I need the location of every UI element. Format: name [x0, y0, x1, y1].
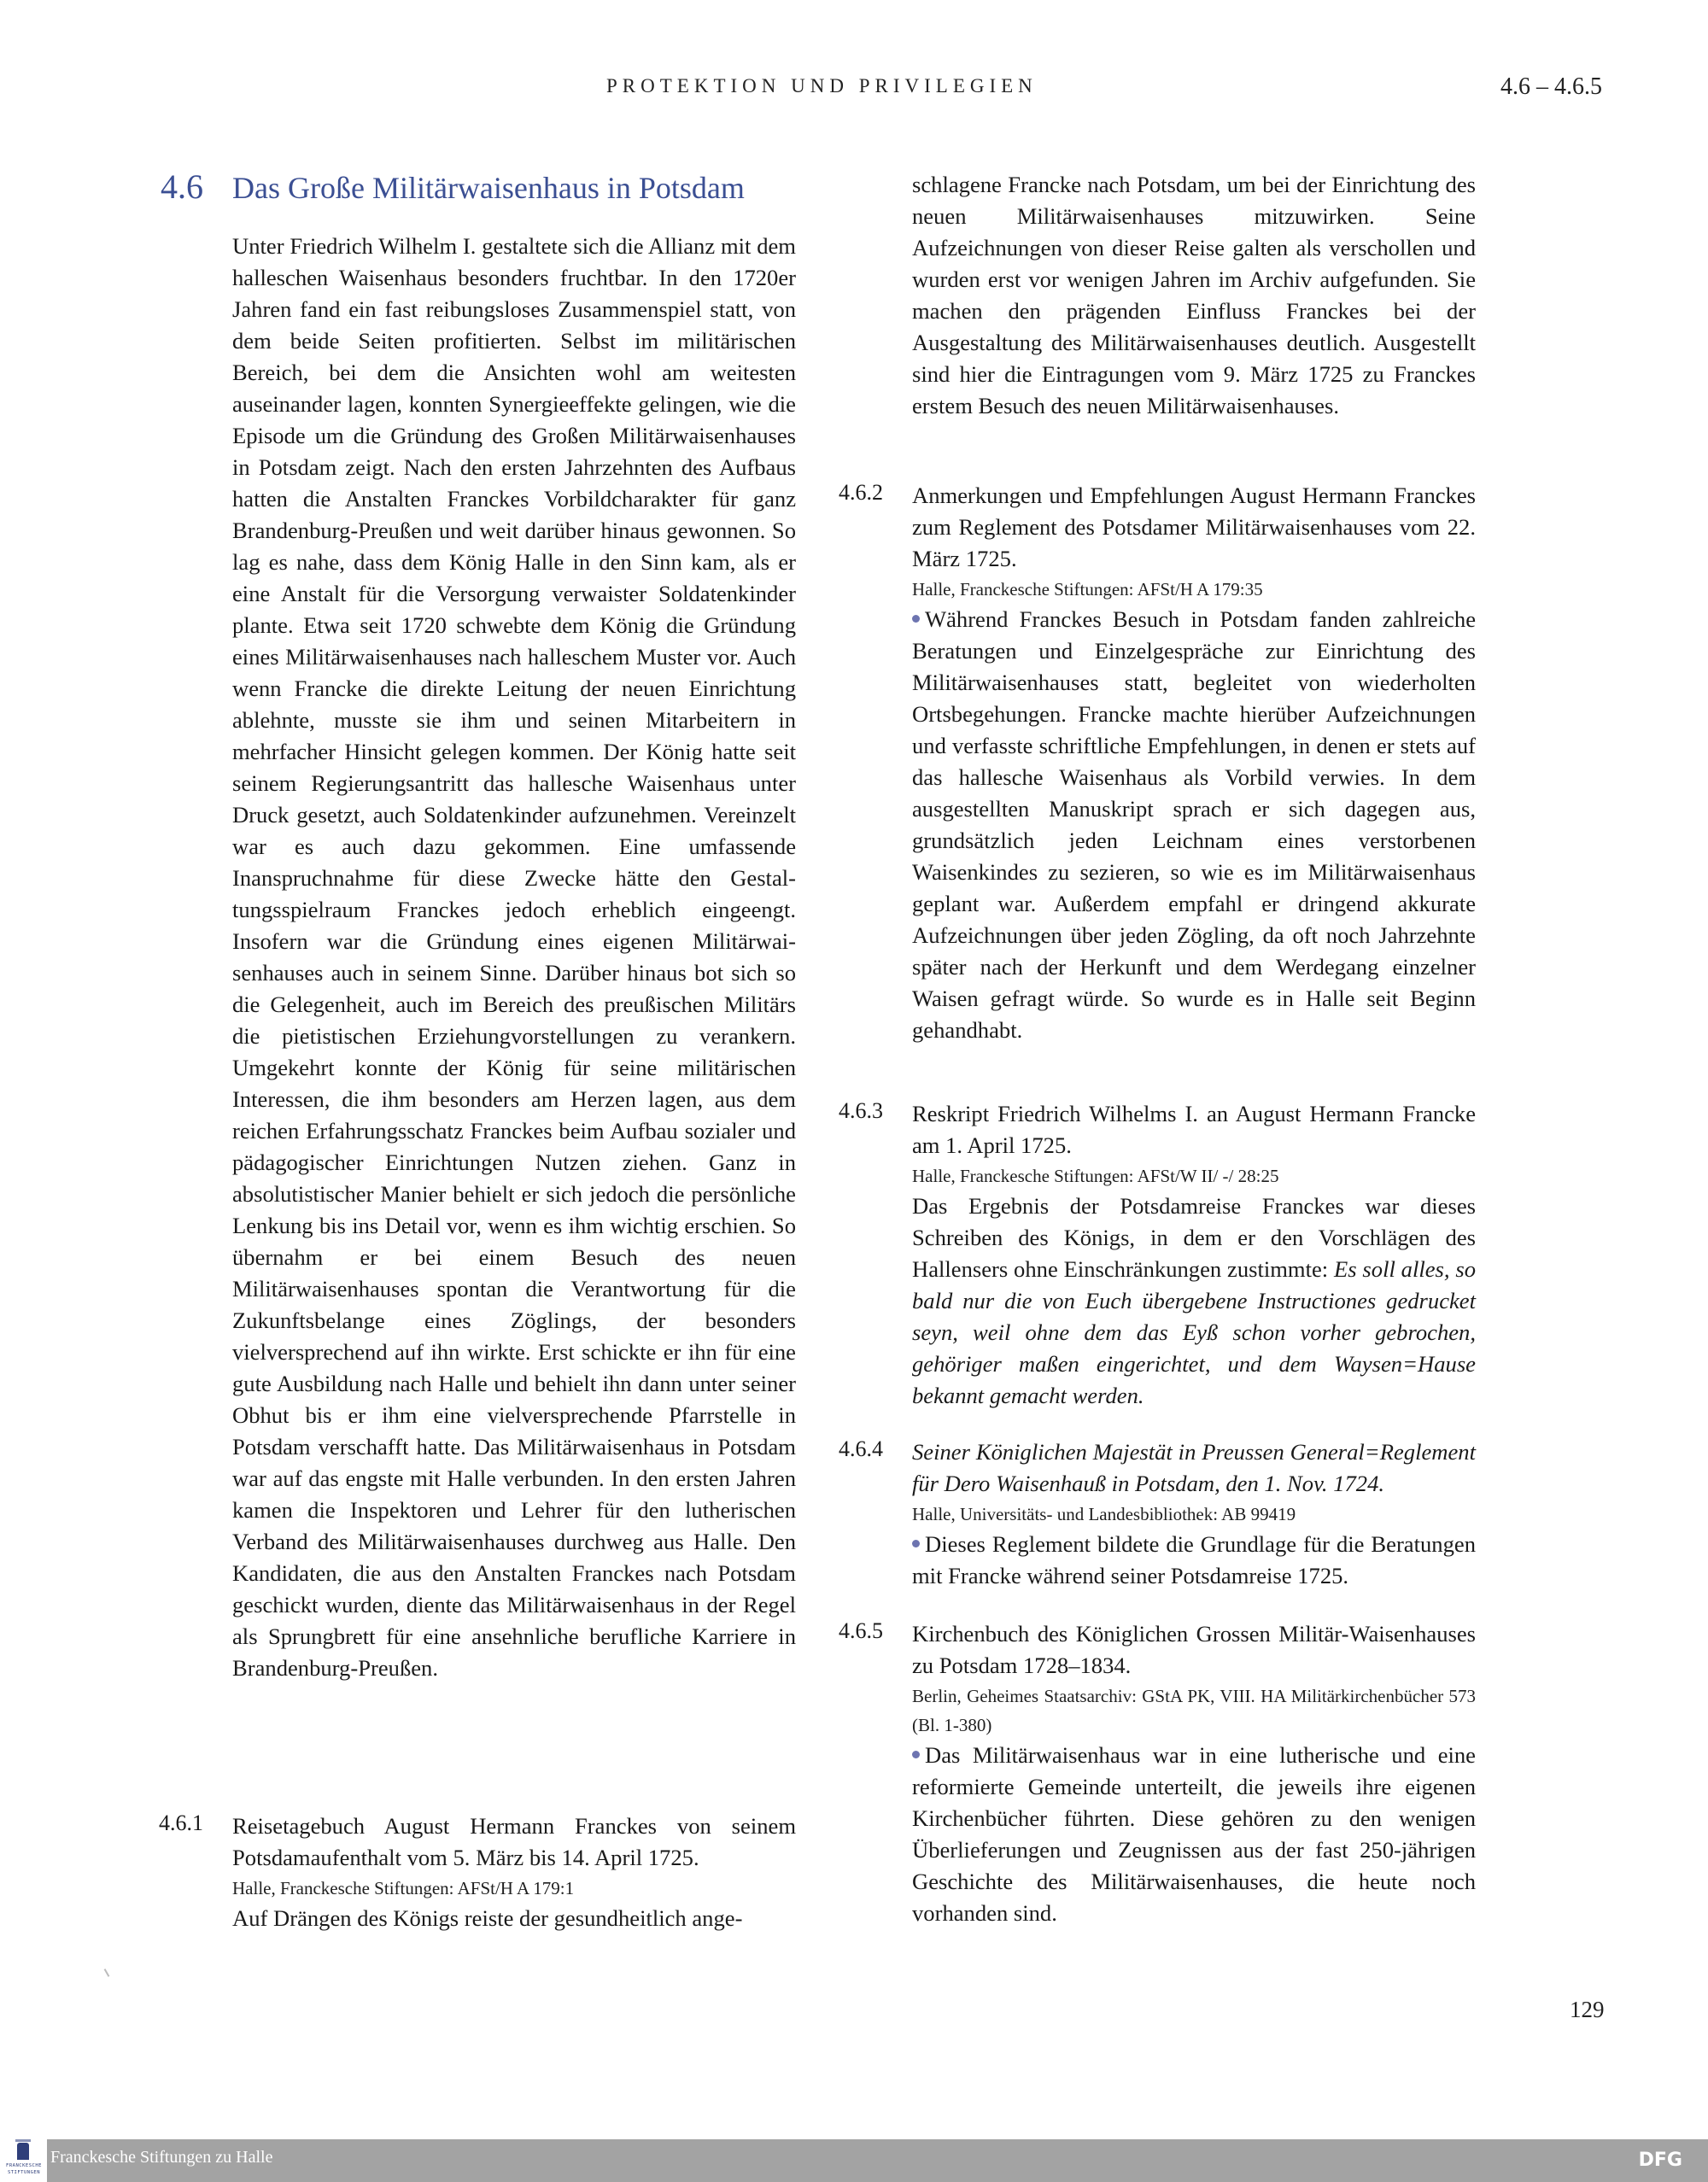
entry-source: Halle, Franckesche Stiftungen: AFSt/H A 179:35: [912, 579, 1263, 600]
entry-source: Halle, Franckesche Stiftungen: AFSt/W II/ -/ 28:25: [912, 1166, 1279, 1186]
entry-description: Während Franckes Besuch in Potsdam fanden zahlreiche Beratungen und Einzelgespräche zur Einrichtung des Militärwaisenhauses statt, begleitet von wiederholten Ortsbegehungen. Francke machte hierüber Aufzeichnungen und verfasste schriftliche Empfehlungen, in denen er stets auf das hallesche Waisenhaus als Vorbild verwies. In dem ausgestellten Manuskript sprach er sich dagegen aus, grundsätzlich jeden Leichnam eines verstorbenen Waisenkindes zu sezieren, so wie es im Militärwaisenhaus geplant war. Außerdem empfahl er dringend akkurate Aufzeichnungen über jeden Zögling, da oft noch Jahrzehnte später nach der Herkunft und dem Werdegang einzelner Waisen gefragt würde. So wurde es in Halle seit Beginn gehandhabt.: [912, 606, 1476, 1043]
entry-number: 4.6.5: [839, 1618, 883, 1643]
entry-title: Reskript Friedrich Wilhelms I. an August Hermann Francke am 1. April 1725.: [912, 1101, 1476, 1158]
entry-description-continued: schlagene Francke nach Potsdam, um bei der Einrichtung des neuen Militärwaisenhauses mitzuwirken. Seine Aufzeichnungen von dieser Reise galten als verschollen und wurden erst vor wenigen Jahren im Archiv aufgefunden. Sie machen den prägenden Einfluss Franckes bei der Ausgestaltung des Militärwaisenhauses deutlich. Ausgestellt sind hier die Eintragungen vom 9. März 1725 zu Franckes erstem Besuch des neuen Militärwaisenhauses.: [912, 172, 1476, 418]
entry-description: Das Militärwaisenhaus war in eine lutherische und eine reformierte Gemeinde unterteilt, die jeweils ihre eigenen Kirchenbücher führten. Diese gehören zu den wenigen Überlieferungen und Zeugnissen aus der fast 250-jährigen Geschichte des Militärwaisenhauses, die heute noch vorhanden sind.: [912, 1742, 1476, 1926]
entry-number: 4.6.1: [159, 1811, 203, 1835]
entry-source: Halle, Franckesche Stiftungen: AFSt/H A 179:1: [232, 1878, 575, 1898]
entry-description: Dieses Reglement bildete die Grundlage für die Beratungen mit Francke während seiner Potsdamreise 1725.: [912, 1531, 1476, 1588]
entry-description: Auf Drängen des Königs reiste der gesundheitlich ange-: [232, 1905, 743, 1931]
section-heading: [161, 167, 745, 207]
entry-title: Seiner Königlichen Majestät in Preussen General=Reglement für Dero Waisenhauß in Potsdam, den 1. Nov. 1724.: [912, 1439, 1476, 1496]
catalog-entry-4-6-4: [839, 1436, 1476, 1592]
running-head: PROTEKTION UND PRIVILEGIEN: [606, 75, 1038, 97]
entry-description: Das Ergebnis der Potsdamreise Franckes war dieses Schreiben des Königs, in dem er den Vorschlägen des Hallensers ohne Einschränkungen zustimmte: Es soll alles, so bald nur die von Euch übergebene Instructiones gedrucket seyn, weil ohne dem das Eyß schon vorher gebrochen, gehöriger maßen eingerichtet, und dem Waysen=Hause bekannt gemacht werden.: [912, 1193, 1477, 1408]
page-number: 129: [1570, 1997, 1605, 2022]
entry-number: 4.6.4: [839, 1436, 883, 1461]
section-number: 4.6: [161, 167, 203, 206]
bullet-icon: [912, 1751, 920, 1758]
bullet-icon: [912, 1540, 920, 1547]
scan-mark: [104, 1968, 110, 1977]
catalog-entry-4-6-3: [839, 1098, 1477, 1412]
entry-source: Berlin, Geheimes Staatsarchiv: GStA PK, VIII. HA Militärkirchenbücher 573 (Bl. 1-380): [912, 1686, 1476, 1735]
section-title: Das Große Militärwaisenhaus in Potsdam: [232, 171, 745, 205]
intro-paragraph: Unter Friedrich Wilhelm I. gestaltete sich die Allianz mit dem halleschen Waisenhaus besonders fruchtbar. In den 1720er Jahren fand ein fast reibungsloses Zusammenspiel statt, von dem beide Seiten profitierten. Selbst im militärischen Bereich, bei dem die Ansichten wohl am weitesten auseinander lagen, konnten Synergieeffekte gelingen, wie die Episode um die Gründung des Großen Militärwaisenhauses in Potsdam zeigt. Nach den ersten Jahrzehnten des Aufbaus hatten die Anstalten Franckes Vorbildcharakter für ganz Brandenburg-Preußen und weit darüber hinaus gewonnen. So lag es nahe, dass dem König Halle in den Sinn kam, als er eine Anstalt für die Versorgung verwaister Soldatenkinder plante. Etwa seit 1720 schwebte dem König die Gründung eines Militärwaisenhauses nach halleschem Muster vor. Auch wenn Francke die direkte Leitung der neuen Einrichtung ablehnte, musste sie ihm und seinen Mitarbeitern in mehrfacher Hinsicht gelegen kommen. Der König hatte seit seinem Regierungsantritt das hallesche Waisenhaus unter Druck gesetzt, auch Soldatenkinder aufzunehmen. Vereinzelt war es auch dazu gekommen. Eine umfassende Inanspruchnahme für diese Zwecke hätte den Gestaltungsspielraum Franckes jedoch erheblich eingeengt. Insofern war die Gründung eines eigenen Militärwaisenhauses auch in seinem Sinne. Darüber hinaus bot sich so die Gelegenheit, auch im Bereich des preußischen Militärs die pietistischen Erziehungvorstellungen zu verankern. Umgekehrt konnte der König für seine militärischen Interessen, die ihm besonders am Herzen lagen, aus dem reichen Erfahrungsschatz Franckes beim Aufbau sozialer und pädagogischer Einrichtungen Nutzen ziehen. Ganz in absolutistischer Manier behielt er sich jedoch die persönliche Lenkung bis ins Detail vor, wenn es ihm wichtig erschien. So übernahm er bei einem Besuch des neuen Militärwaisenhauses spontan die Verantwortung für die Zukunftsbelange eines Zöglings, der besonders vielversprechend auf ihn wirkte. Erst schickte er ihn für eine gute Ausbildung nach Halle und behielt ihn dann unter seiner Obhut bis er ihm eine vielversprechende Pfarrstelle in Potsdam verschafft hatte. Das Militärwaisenhaus in Potsdam war auf das engste mit Halle verbunden. In den ersten Jahren kamen die Inspektoren und Lehrer für den lutherischen Verband des Militärwaisenhauses durchweg aus Halle. Den Kandidaten, die aus den Anstalten Franckes nach Potsdam geschickt wurden, diente das Militärwaisenhaus in der Regel als Sprungbrett für eine ansehnliche berufliche Karriere in Brandenburg-Preußen.: [232, 233, 796, 1681]
entry-number: 4.6.3: [839, 1098, 883, 1123]
footer: [0, 2139, 1708, 2182]
catalog-entry-4-6-2: [839, 480, 1476, 1046]
catalog-entry-4-6-5: [839, 1618, 1476, 1929]
entry-title: Kirchenbuch des Königlichen Grossen Militär-Waisenhauses zu Potsdam 1728–1834.: [912, 1621, 1476, 1678]
franckesche-stiftungen-logo-icon: FRANCKESCHE STIFTUNGEN: [2, 2139, 44, 2182]
institution-name: Franckesche Stiftungen zu Halle: [50, 2148, 273, 2167]
entry-title: Reisetagebuch August Hermann Franckes von seinem Potsdamaufenthalt vom 5. März bis 14. April 1725.: [232, 1813, 796, 1870]
entry-title: Anmerkungen und Empfehlungen August Hermann Franckes zum Reglement des Potsdamer Militärwaisenhauses vom 22. März 1725.: [912, 483, 1476, 571]
footer-band: [47, 2139, 1708, 2182]
dfg-logo-icon: DFG: [1638, 2150, 1682, 2171]
section-range: 4.6 – 4.6.5: [1500, 73, 1602, 100]
bullet-icon: [912, 615, 920, 623]
entry-quote: Es soll alles, so bald nur die von Euch übergebene Instructiones gedrucket seyn, weil ohne dem das Eyß schon vorher gebrochen, gehöriger maßen eingerichtet, und dem Waysen=Hause bekannt gemacht werden.: [912, 1256, 1477, 1408]
catalog-entry-4-6-1: [159, 1811, 796, 1934]
entry-number: 4.6.2: [839, 480, 883, 505]
entry-source: Halle, Universitäts- und Landesbibliothek: AB 99419: [912, 1504, 1296, 1524]
catalog-entry-4-6-1-continued: [912, 169, 1476, 422]
